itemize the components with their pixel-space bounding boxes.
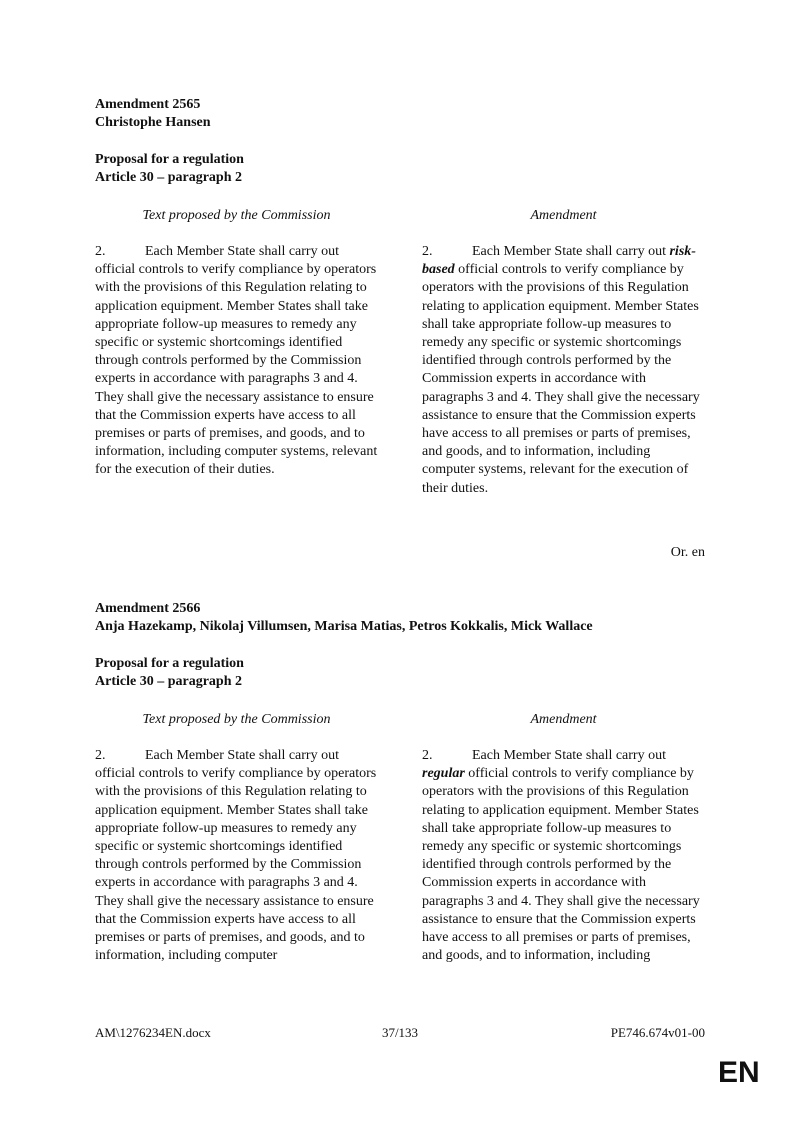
paragraph-text-start: Each Member State shall carry out (472, 244, 670, 259)
paragraph-text-start: Each Member State shall carry out (472, 748, 666, 763)
paragraph-number: 2. (95, 748, 106, 763)
inserted-text: risk-based (422, 244, 696, 278)
proposal-title: Proposal for a regulation (95, 152, 244, 167)
article-reference: Article 30 – paragraph 2 (95, 170, 242, 185)
commission-text (95, 747, 378, 965)
paragraph-text: Each Member State shall carry out official controls to verify compliance by operators with the provisions of this Regulation relating to application equipment. Member States shall take appropriate follow-up measures to remedy any specific or systemic shortcomings identified through controls performed by the Commission experts in accordance with paragraphs 3 and 4. They shall give the necessary assistance to ensure that the Commission experts have access to all premises or parts of premises, and goods, and to information, including computer systems, relevant for the execution of their duties. (95, 244, 378, 478)
paragraph-text: Each Member State shall carry out official controls to verify compliance by operators with the provisions of this Regulation relating to application equipment. Member States shall take appropriate follow-up measures to remedy any specific or systemic shortcomings identified through controls performed by the Commission experts in accordance with paragraphs 3 and 4. They shall give the necessary assistance to ensure that the Commission experts have access to all premises or parts of premises, and goods, and to information, including computer (95, 748, 377, 964)
amendment-2565-header (95, 96, 211, 132)
paragraph-text-end: official controls to verify compliance by operators with the provisions of this Regulation relating to application equipment. Member States shall take appropriate follow-up measures to remedy any specific or systemic shortcomings identified through controls performed by the Commission experts in accordance with paragraphs 3 and 4. They shall give the necessary assistance to ensure that the Commission experts have access to all premises or parts of premises, and goods, and to information, including (422, 766, 700, 964)
amendment-number: Amendment 2566 (95, 601, 201, 616)
column-heading-amendment: Amendment (530, 712, 597, 727)
amendment-2566-header (95, 600, 593, 636)
original-language-note: Or. en (670, 545, 705, 560)
paragraph-number: 2. (422, 748, 433, 763)
column-heading-commission: Text proposed by the Commission (142, 208, 331, 223)
footer-doc-ref: AM\1276234EN.docx (95, 1025, 211, 1040)
inserted-text: regular (422, 766, 465, 782)
column-heading-commission: Text proposed by the Commission (142, 712, 331, 727)
article-reference: Article 30 – paragraph 2 (95, 674, 242, 689)
commission-text (95, 243, 378, 480)
amendment-2565-reference (95, 151, 244, 187)
footer-page-number: 37/133 (381, 1025, 419, 1040)
amendment-number: Amendment 2565 (95, 97, 201, 112)
language-badge: EN (718, 1056, 760, 1089)
amendment-2566-reference (95, 655, 244, 691)
column-heading-amendment: Amendment (530, 208, 597, 223)
amendment-authors: Christophe Hansen (95, 115, 211, 130)
footer-pe-ref: PE746.674v01-00 (610, 1025, 705, 1040)
paragraph-text-end: official controls to verify compliance by operators with the provisions of this Regulation relating to application equipment. Member States shall take appropriate follow-up measures to remedy any specific or systemic shortcomings identified through controls performed by the Commission experts in accordance with paragraphs 3 and 4. They shall give the necessary assistance to ensure that the Commission experts have access to all premises or parts of premises, and goods, and to information, including computer systems, relevant for the execution of their duties. (422, 262, 700, 496)
paragraph-number: 2. (95, 244, 106, 259)
amendment-authors: Anja Hazekamp, Nikolaj Villumsen, Marisa Matias, Petros Kokkalis, Mick Wallace (95, 619, 593, 634)
amendment-text (422, 243, 705, 498)
amendment-text (422, 747, 705, 965)
paragraph-number: 2. (422, 244, 433, 259)
proposal-title: Proposal for a regulation (95, 656, 244, 671)
